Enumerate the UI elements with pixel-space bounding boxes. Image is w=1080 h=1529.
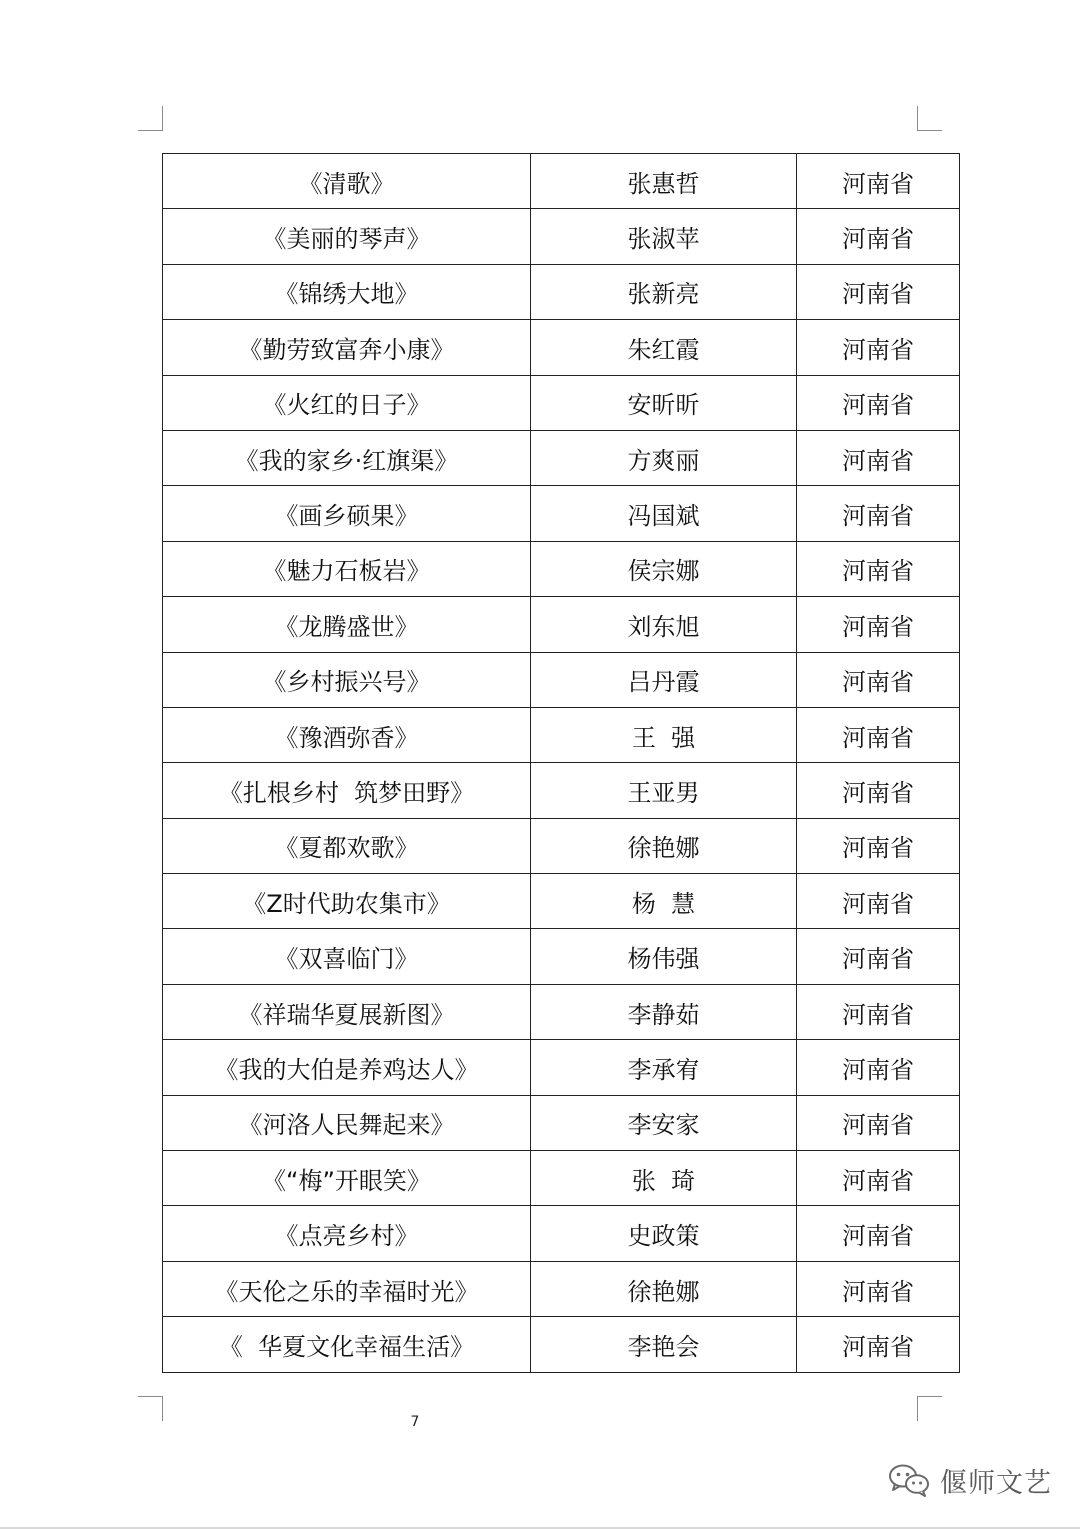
province-cell: 河南省 [797, 652, 960, 707]
title-cell: 《清歌》 [163, 154, 531, 209]
title-cell: 《我的大伯是养鸡达人》 [163, 1040, 531, 1095]
title-cell: 《河洛人民舞起来》 [163, 1095, 531, 1150]
title-cell: 《锦绣大地》 [163, 264, 531, 319]
author-cell: 徐艳娜 [531, 1261, 797, 1316]
author-cell: 史政策 [531, 1206, 797, 1261]
table-row [163, 818, 960, 873]
wechat-icon [888, 1463, 930, 1497]
province-cell: 河南省 [797, 375, 960, 430]
table-row [163, 1206, 960, 1261]
table-row [163, 1317, 960, 1372]
province-cell: 河南省 [797, 264, 960, 319]
table-row [163, 375, 960, 430]
table-row [163, 707, 960, 762]
title-cell: 《勤劳致富奔小康》 [163, 320, 531, 375]
title-cell: 《Z时代助农集市》 [163, 874, 531, 929]
table-row [163, 264, 960, 319]
title-cell: 《豫酒弥香》 [163, 707, 531, 762]
table-row [163, 763, 960, 818]
province-cell: 河南省 [797, 541, 960, 596]
author-cell: 张惠哲 [531, 154, 797, 209]
title-cell: 《“梅”开眼笑》 [163, 1151, 531, 1206]
table-row [163, 1261, 960, 1316]
province-cell: 河南省 [797, 1040, 960, 1095]
province-cell: 河南省 [797, 486, 960, 541]
province-cell: 河南省 [797, 597, 960, 652]
province-cell: 河南省 [797, 763, 960, 818]
table-row [163, 929, 960, 984]
watermark-text: 偃师文艺 [940, 1467, 1052, 1499]
table-row [163, 984, 960, 1039]
author-cell: 李承宥 [531, 1040, 797, 1095]
author-cell: 徐艳娜 [531, 818, 797, 873]
title-cell: 《 华夏文化幸福生活》 [163, 1317, 531, 1372]
table-row [163, 1151, 960, 1206]
province-cell: 河南省 [797, 430, 960, 485]
page-number: 7 [410, 1414, 420, 1430]
table-row [163, 430, 960, 485]
table-row [163, 320, 960, 375]
province-cell: 河南省 [797, 209, 960, 264]
province-cell: 河南省 [797, 320, 960, 375]
author-cell: 刘东旭 [531, 597, 797, 652]
title-cell: 《双喜临门》 [163, 929, 531, 984]
table-row [163, 486, 960, 541]
title-cell: 《龙腾盛世》 [163, 597, 531, 652]
table-row [163, 1040, 960, 1095]
watermark [888, 1458, 1052, 1502]
author-cell: 李安家 [531, 1095, 797, 1150]
author-cell: 张新亮 [531, 264, 797, 319]
province-cell: 河南省 [797, 1261, 960, 1316]
province-cell: 河南省 [797, 154, 960, 209]
table-row [163, 209, 960, 264]
title-cell: 《扎根乡村 筑梦田野》 [163, 763, 531, 818]
author-cell: 李艳会 [531, 1317, 797, 1372]
title-cell: 《火红的日子》 [163, 375, 531, 430]
province-cell: 河南省 [797, 1095, 960, 1150]
table-row [163, 874, 960, 929]
title-cell: 《点亮乡村》 [163, 1206, 531, 1261]
crop-mark-top-right [917, 106, 942, 131]
title-cell: 《画乡硕果》 [163, 486, 531, 541]
table-row [163, 154, 960, 209]
author-cell: 王 强 [531, 707, 797, 762]
table-row [163, 1095, 960, 1150]
author-cell: 张 琦 [531, 1151, 797, 1206]
province-cell: 河南省 [797, 1317, 960, 1372]
province-cell: 河南省 [797, 818, 960, 873]
province-cell: 河南省 [797, 707, 960, 762]
author-cell: 杨伟强 [531, 929, 797, 984]
title-cell: 《乡村振兴号》 [163, 652, 531, 707]
author-cell: 安昕昕 [531, 375, 797, 430]
title-cell: 《祥瑞华夏展新图》 [163, 984, 531, 1039]
province-cell: 河南省 [797, 1206, 960, 1261]
province-cell: 河南省 [797, 1151, 960, 1206]
table-row [163, 652, 960, 707]
table-row [163, 597, 960, 652]
author-cell: 王亚男 [531, 763, 797, 818]
author-cell: 吕丹霞 [531, 652, 797, 707]
province-cell: 河南省 [797, 984, 960, 1039]
province-cell: 河南省 [797, 929, 960, 984]
title-cell: 《美丽的琴声》 [163, 209, 531, 264]
awards-table [162, 153, 960, 1373]
crop-mark-bottom-right [917, 1396, 942, 1421]
author-cell: 张淑苹 [531, 209, 797, 264]
author-cell: 侯宗娜 [531, 541, 797, 596]
awards-table-body [163, 154, 960, 1373]
province-cell: 河南省 [797, 874, 960, 929]
title-cell: 《魅力石板岩》 [163, 541, 531, 596]
author-cell: 杨 慧 [531, 874, 797, 929]
author-cell: 李静茹 [531, 984, 797, 1039]
author-cell: 方爽丽 [531, 430, 797, 485]
crop-mark-bottom-left [138, 1396, 163, 1421]
title-cell: 《夏都欢歌》 [163, 818, 531, 873]
title-cell: 《天伦之乐的幸福时光》 [163, 1261, 531, 1316]
crop-mark-top-left [138, 106, 163, 131]
table-row [163, 541, 960, 596]
author-cell: 冯国斌 [531, 486, 797, 541]
title-cell: 《我的家乡·红旗渠》 [163, 430, 531, 485]
author-cell: 朱红霞 [531, 320, 797, 375]
